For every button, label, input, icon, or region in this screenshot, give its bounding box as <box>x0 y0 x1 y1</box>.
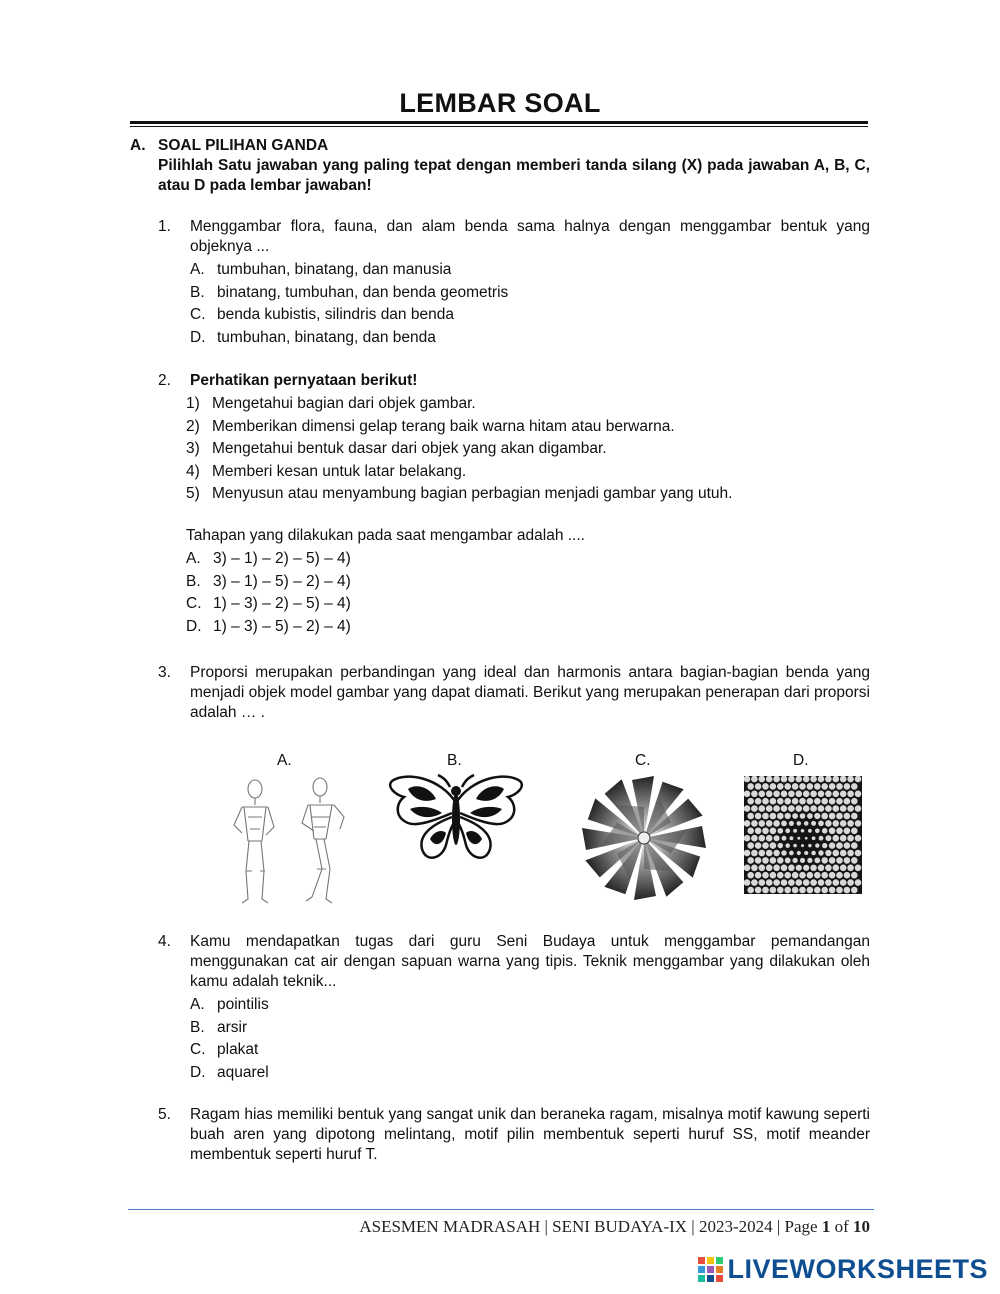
footer-info: ASESMEN MADRASAH | SENI BUDAYA-IX | 2023-2024 | <box>359 1217 781 1236</box>
option-text: 1) – 3) – 5) – 2) – 4) <box>213 617 351 635</box>
liveworksheets-grid-icon <box>698 1257 724 1283</box>
question-5 <box>158 1105 870 1165</box>
statement-item <box>186 438 870 461</box>
statement-item <box>186 461 870 484</box>
page-word: Page <box>784 1217 818 1236</box>
statement-item <box>186 393 870 416</box>
question-text: Ragam hias memiliki bentuk yang sangat unik dan beraneka ragam, misalnya motif kawung seperti buah aren yang dipotong melintang, motif pilin membentuk seperti huruf SS, motif meander membentuk seperti huruf T. <box>190 1106 870 1163</box>
option-label: B. <box>190 283 205 301</box>
statement-text: Mengetahui bentuk dasar dari objek yang akan digambar. <box>212 440 607 458</box>
question-text: Kamu mendapatkan tugas dari guru Seni Budaya untuk menggambar pemandangan menggunakan cat air dengan sapuan warna yang tipis. Teknik menggambar yang dilakukan oleh kamu adalah teknik... <box>190 933 870 990</box>
option-text: tumbuhan, binatang, dan benda <box>217 328 436 346</box>
statement-label: 1) <box>186 395 200 412</box>
image-option-label-d: D. <box>793 752 809 769</box>
option-text: plakat <box>217 1041 259 1059</box>
option-text: 3) – 1) – 2) – 5) – 4) <box>213 549 351 567</box>
option-label: A. <box>190 996 205 1013</box>
question-number: 1. <box>158 218 171 235</box>
statement-label: 4) <box>186 462 200 480</box>
dot-pattern-image[interactable] <box>744 776 862 894</box>
image-option-label-a: A. <box>277 752 292 769</box>
statement-label: 2) <box>186 417 200 435</box>
question-text: Proporsi merupakan perbandingan yang ideal dan harmonis antara bagian-bagian benda yang menjadi objek model gambar yang dapat diamati. Berikut yang merupakan penerapan dari proporsi adalah … . <box>190 664 870 721</box>
option-d[interactable] <box>190 1062 870 1085</box>
option-text: binatang, tumbuhan, dan benda geometris <box>217 283 509 301</box>
option-a[interactable] <box>190 259 870 282</box>
section-instruction: Pilihlah Satu jawaban yang paling tepat dengan memberi tanda silang (X) pada jawaban A, B, C, atau D pada lembar jawaban! <box>158 157 870 194</box>
option-text: 3) – 1) – 5) – 2) – 4) <box>213 572 351 590</box>
statement-text: Mengetahui bagian dari objek gambar. <box>212 395 476 412</box>
statement-item <box>186 483 870 506</box>
question-text: Menggambar flora, fauna, dan alam benda sama halnya dengan menggambar bentuk yang objeknya ... <box>190 218 870 255</box>
option-text: 1) – 3) – 2) – 5) – 4) <box>213 595 351 613</box>
statement-text: Memberi kesan untuk latar belakang. <box>212 462 467 480</box>
option-a[interactable] <box>190 994 870 1017</box>
question-stem: Tahapan yang dilakukan pada saat mengambar adalah .... <box>186 526 585 544</box>
option-c[interactable] <box>190 304 870 327</box>
option-b[interactable] <box>190 1017 870 1040</box>
question-2 <box>158 371 870 638</box>
option-c[interactable] <box>190 1039 870 1062</box>
option-label: C. <box>190 306 206 324</box>
question-number: 4. <box>158 933 171 950</box>
question-number: 3. <box>158 664 171 681</box>
option-label: D. <box>190 1063 206 1081</box>
option-text: aquarel <box>217 1063 269 1081</box>
option-b[interactable] <box>190 282 870 305</box>
page-title: LEMBAR SOAL <box>399 88 601 118</box>
title-double-rule-top <box>130 121 868 124</box>
question-4 <box>158 932 870 1084</box>
statement-item <box>186 416 870 439</box>
option-label: B. <box>190 1018 205 1036</box>
question-3 <box>158 663 870 723</box>
option-label: D. <box>190 328 206 346</box>
option-d[interactable] <box>190 327 870 350</box>
page-current: 1 <box>821 1217 831 1236</box>
option-text: arsir <box>217 1018 248 1036</box>
statement-label: 3) <box>186 440 200 458</box>
option-c[interactable] <box>186 593 870 616</box>
question-number: 2. <box>158 372 171 389</box>
option-a[interactable] <box>186 548 870 571</box>
page-total: 10 <box>853 1217 870 1236</box>
image-option-label-c: C. <box>635 752 651 769</box>
page-footer <box>359 1217 870 1237</box>
statement-label: 5) <box>186 485 200 503</box>
option-d[interactable] <box>186 616 870 639</box>
option-text: pointilis <box>217 996 269 1013</box>
title-double-rule-bottom <box>130 126 868 127</box>
option-label: D. <box>186 617 202 635</box>
section-label: A. <box>130 137 146 154</box>
question-1 <box>158 217 870 349</box>
image-option-label-b: B. <box>447 752 462 769</box>
option-label: C. <box>190 1041 206 1059</box>
statement-text: Memberikan dimensi gelap terang baik warna hitam atau berwarna. <box>212 417 675 435</box>
question-text: Perhatikan pernyataan berikut! <box>190 372 418 389</box>
liveworksheets-logo[interactable] <box>698 1254 988 1285</box>
footer-rule <box>128 1209 874 1210</box>
option-label: B. <box>186 572 201 590</box>
statement-text: Menyusun atau menyambung bagian perbagian menjadi gambar yang utuh. <box>212 485 733 503</box>
option-text: benda kubistis, silindris dan benda <box>217 306 454 324</box>
figure-sketch-image[interactable] <box>222 773 358 905</box>
option-label: C. <box>186 595 202 613</box>
page-of: of <box>834 1217 849 1236</box>
section-title: SOAL PILIHAN GANDA <box>158 137 329 154</box>
radial-mandala-image[interactable] <box>579 773 709 903</box>
option-b[interactable] <box>186 571 870 594</box>
option-text: tumbuhan, binatang, dan manusia <box>217 261 452 278</box>
section-heading <box>130 137 328 155</box>
option-label: A. <box>190 261 205 278</box>
option-label: A. <box>186 549 201 567</box>
brand-name: LIVEWORKSHEETS <box>727 1254 988 1284</box>
question-number: 5. <box>158 1106 171 1123</box>
butterfly-ornament-image[interactable] <box>386 773 526 873</box>
